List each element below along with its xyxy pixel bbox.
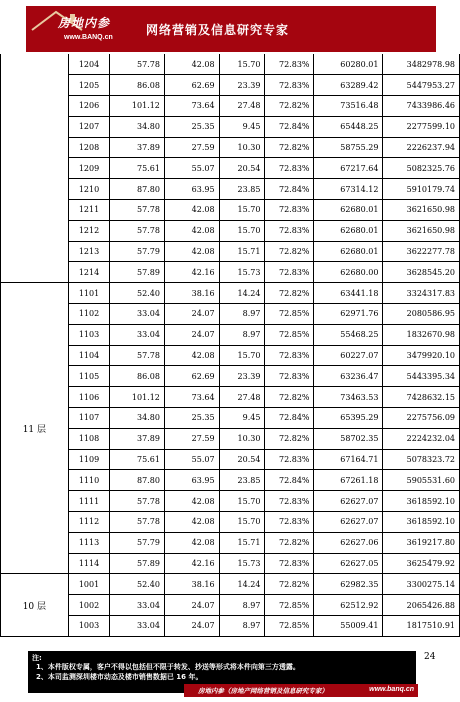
- table-row: [1, 532, 460, 553]
- usage-rate-cell: 72.84%: [265, 470, 313, 491]
- total-price-cell: 5443395.34: [383, 366, 460, 387]
- table-row: [1, 220, 460, 241]
- room-number-cell: 1106: [68, 387, 110, 408]
- area-shared-cell: 14.24: [219, 574, 265, 595]
- unit-price-cell: 73463.53: [313, 387, 383, 408]
- table-row: [1, 324, 460, 345]
- room-number-cell: 1212: [68, 220, 110, 241]
- usage-rate-cell: 72.83%: [265, 200, 313, 221]
- room-number-cell: 1210: [68, 179, 110, 200]
- room-number-cell: 1112: [68, 512, 110, 533]
- area-shared-cell: 9.45: [219, 116, 265, 137]
- total-price-cell: 3300275.14: [383, 574, 460, 595]
- floor-label: [1, 54, 69, 283]
- room-number-cell: 1113: [68, 532, 110, 553]
- usage-rate-cell: 72.82%: [265, 574, 313, 595]
- area-shared-cell: 9.45: [219, 408, 265, 429]
- area-total-cell: 34.80: [110, 408, 165, 429]
- usage-rate-cell: 72.82%: [265, 532, 313, 553]
- table-row: [1, 470, 460, 491]
- area-total-cell: 75.61: [110, 449, 165, 470]
- area-inner-cell: 42.08: [164, 220, 219, 241]
- total-price-cell: 3625479.92: [383, 553, 460, 574]
- area-inner-cell: 42.08: [164, 241, 219, 262]
- total-price-cell: 5910179.74: [383, 179, 460, 200]
- unit-price-cell: 62627.07: [313, 491, 383, 512]
- area-inner-cell: 25.35: [164, 408, 219, 429]
- area-shared-cell: 20.54: [219, 449, 265, 470]
- table-row: [1, 158, 460, 179]
- area-total-cell: 86.08: [110, 366, 165, 387]
- logo-text: 房地内参: [58, 16, 111, 30]
- unit-price-cell: 62627.06: [313, 532, 383, 553]
- unit-price-cell: 73516.48: [313, 96, 383, 117]
- table-row: [1, 428, 460, 449]
- room-number-cell: 1214: [68, 262, 110, 283]
- area-total-cell: 33.04: [110, 595, 165, 616]
- total-price-cell: 2277599.10: [383, 116, 460, 137]
- table-row: [1, 366, 460, 387]
- unit-price-cell: 67217.64: [313, 158, 383, 179]
- area-shared-cell: 27.48: [219, 96, 265, 117]
- total-price-cell: 3622277.78: [383, 241, 460, 262]
- area-shared-cell: 15.71: [219, 532, 265, 553]
- area-shared-cell: 23.85: [219, 470, 265, 491]
- banner-title: 网络营销及信息研究专家: [146, 23, 290, 37]
- usage-rate-cell: 72.83%: [265, 491, 313, 512]
- room-number-cell: 1207: [68, 116, 110, 137]
- area-shared-cell: 23.39: [219, 75, 265, 96]
- page-number: 24: [424, 652, 436, 662]
- area-shared-cell: 15.73: [219, 553, 265, 574]
- table-row: [1, 449, 460, 470]
- table-row: [1, 179, 460, 200]
- usage-rate-cell: 72.83%: [265, 75, 313, 96]
- total-price-cell: 3479920.10: [383, 345, 460, 366]
- total-price-cell: 3621650.98: [383, 200, 460, 221]
- usage-rate-cell: 72.82%: [265, 137, 313, 158]
- unit-price-cell: 65395.29: [313, 408, 383, 429]
- unit-price-cell: 63441.18: [313, 283, 383, 304]
- area-inner-cell: 62.69: [164, 75, 219, 96]
- area-shared-cell: 15.73: [219, 262, 265, 283]
- table-row: [1, 304, 460, 325]
- area-inner-cell: 42.08: [164, 532, 219, 553]
- area-inner-cell: 24.07: [164, 324, 219, 345]
- total-price-cell: 3482978.98: [383, 54, 460, 75]
- table-row: [1, 75, 460, 96]
- usage-rate-cell: 72.85%: [265, 616, 313, 637]
- area-total-cell: 57.89: [110, 262, 165, 283]
- area-shared-cell: 20.54: [219, 158, 265, 179]
- room-number-cell: 1209: [68, 158, 110, 179]
- area-total-cell: 57.78: [110, 512, 165, 533]
- area-shared-cell: 8.97: [219, 616, 265, 637]
- area-shared-cell: 23.39: [219, 366, 265, 387]
- usage-rate-cell: 72.82%: [265, 241, 313, 262]
- table-row: [1, 616, 460, 637]
- header-banner: [26, 6, 436, 52]
- footnote-title: 注:: [32, 654, 42, 662]
- table-row: [1, 574, 460, 595]
- unit-price-cell: 55468.25: [313, 324, 383, 345]
- room-number-cell: 1109: [68, 449, 110, 470]
- total-price-cell: 3618592.10: [383, 491, 460, 512]
- room-number-cell: 1206: [68, 96, 110, 117]
- total-price-cell: 2065426.88: [383, 595, 460, 616]
- unit-price-cell: 63236.47: [313, 366, 383, 387]
- footer-band: [184, 684, 418, 697]
- area-inner-cell: 38.16: [164, 283, 219, 304]
- room-number-cell: 1003: [68, 616, 110, 637]
- unit-price-cell: 62680.01: [313, 241, 383, 262]
- unit-price-cell: 62680.01: [313, 220, 383, 241]
- table-row: [1, 54, 460, 75]
- total-price-cell: 1817510.91: [383, 616, 460, 637]
- area-shared-cell: 14.24: [219, 283, 265, 304]
- area-inner-cell: 73.64: [164, 387, 219, 408]
- total-price-cell: 5078323.72: [383, 449, 460, 470]
- usage-rate-cell: 72.85%: [265, 304, 313, 325]
- area-shared-cell: 15.71: [219, 241, 265, 262]
- usage-rate-cell: 72.83%: [265, 220, 313, 241]
- table-row: [1, 512, 460, 533]
- total-price-cell: 3618592.10: [383, 512, 460, 533]
- unit-price-cell: 63289.42: [313, 75, 383, 96]
- usage-rate-cell: 72.84%: [265, 179, 313, 200]
- room-number-cell: 1108: [68, 428, 110, 449]
- area-shared-cell: 15.70: [219, 220, 265, 241]
- area-inner-cell: 42.16: [164, 262, 219, 283]
- area-total-cell: 33.04: [110, 304, 165, 325]
- area-inner-cell: 42.08: [164, 200, 219, 221]
- table-row: [1, 96, 460, 117]
- logo-url: www.BANQ.cn: [64, 34, 113, 41]
- area-shared-cell: 27.48: [219, 387, 265, 408]
- usage-rate-cell: 72.83%: [265, 54, 313, 75]
- usage-rate-cell: 72.83%: [265, 262, 313, 283]
- total-price-cell: 7428632.15: [383, 387, 460, 408]
- area-total-cell: 57.78: [110, 345, 165, 366]
- room-number-cell: 1205: [68, 75, 110, 96]
- total-price-cell: 1832670.98: [383, 324, 460, 345]
- table-row: [1, 345, 460, 366]
- table-row: [1, 595, 460, 616]
- room-number-cell: 1107: [68, 408, 110, 429]
- floor-label: 10 层: [1, 574, 69, 636]
- usage-rate-cell: 72.83%: [265, 512, 313, 533]
- unit-price-cell: 65448.25: [313, 116, 383, 137]
- unit-price-cell: 60227.07: [313, 345, 383, 366]
- unit-price-cell: 62971.76: [313, 304, 383, 325]
- unit-price-cell: 67261.18: [313, 470, 383, 491]
- footer-url: www.banq.cn: [369, 686, 414, 693]
- room-number-cell: 1103: [68, 324, 110, 345]
- area-inner-cell: 63.95: [164, 179, 219, 200]
- area-inner-cell: 27.59: [164, 137, 219, 158]
- total-price-cell: 5082325.76: [383, 158, 460, 179]
- area-shared-cell: 23.85: [219, 179, 265, 200]
- area-total-cell: 57.78: [110, 200, 165, 221]
- unit-price-cell: 62982.35: [313, 574, 383, 595]
- table-row: [1, 553, 460, 574]
- area-shared-cell: 10.30: [219, 428, 265, 449]
- table-row: [1, 491, 460, 512]
- area-total-cell: 87.80: [110, 179, 165, 200]
- area-total-cell: 101.12: [110, 96, 165, 117]
- unit-price-cell: 62680.01: [313, 200, 383, 221]
- area-inner-cell: 27.59: [164, 428, 219, 449]
- area-total-cell: 33.04: [110, 616, 165, 637]
- total-price-cell: 2224232.04: [383, 428, 460, 449]
- area-inner-cell: 42.08: [164, 345, 219, 366]
- total-price-cell: 5447953.27: [383, 75, 460, 96]
- usage-rate-cell: 72.82%: [265, 428, 313, 449]
- table-row: [1, 200, 460, 221]
- unit-price-cell: 62627.07: [313, 512, 383, 533]
- room-number-cell: 1114: [68, 553, 110, 574]
- room-number-cell: 1002: [68, 595, 110, 616]
- table-row: [1, 387, 460, 408]
- unit-price-cell: 55009.41: [313, 616, 383, 637]
- area-total-cell: 52.40: [110, 283, 165, 304]
- table-row: [1, 116, 460, 137]
- table-row: [1, 283, 460, 304]
- floor-label: 11 层: [1, 283, 69, 574]
- unit-price-cell: 60280.01: [313, 54, 383, 75]
- area-total-cell: 57.78: [110, 220, 165, 241]
- room-number-cell: 1211: [68, 200, 110, 221]
- area-total-cell: 57.78: [110, 54, 165, 75]
- unit-price-cell: 58755.29: [313, 137, 383, 158]
- usage-rate-cell: 72.83%: [265, 449, 313, 470]
- area-total-cell: 34.80: [110, 116, 165, 137]
- usage-rate-cell: 72.84%: [265, 116, 313, 137]
- room-number-cell: 1102: [68, 304, 110, 325]
- table-row: [1, 241, 460, 262]
- usage-rate-cell: 72.83%: [265, 366, 313, 387]
- usage-rate-cell: 72.82%: [265, 96, 313, 117]
- room-number-cell: 1204: [68, 54, 110, 75]
- area-total-cell: 101.12: [110, 387, 165, 408]
- room-number-cell: 1104: [68, 345, 110, 366]
- total-price-cell: 3324317.83: [383, 283, 460, 304]
- total-price-cell: 3621650.98: [383, 220, 460, 241]
- area-inner-cell: 25.35: [164, 116, 219, 137]
- area-inner-cell: 38.16: [164, 574, 219, 595]
- area-inner-cell: 42.16: [164, 553, 219, 574]
- area-total-cell: 57.78: [110, 491, 165, 512]
- area-total-cell: 57.79: [110, 241, 165, 262]
- usage-rate-cell: 72.85%: [265, 324, 313, 345]
- area-total-cell: 33.04: [110, 324, 165, 345]
- area-shared-cell: 15.70: [219, 54, 265, 75]
- total-price-cell: 3628545.20: [383, 262, 460, 283]
- area-inner-cell: 55.07: [164, 449, 219, 470]
- area-total-cell: 37.89: [110, 137, 165, 158]
- area-inner-cell: 63.95: [164, 470, 219, 491]
- room-number-cell: 1208: [68, 137, 110, 158]
- room-number-cell: 1105: [68, 366, 110, 387]
- area-shared-cell: 15.70: [219, 345, 265, 366]
- unit-price-cell: 67314.12: [313, 179, 383, 200]
- area-total-cell: 57.89: [110, 553, 165, 574]
- area-total-cell: 87.80: [110, 470, 165, 491]
- footer-text: 房地内参（房地产网络营销及信息研究专家）: [198, 687, 328, 695]
- area-shared-cell: 15.70: [219, 491, 265, 512]
- unit-price-cell: 62680.00: [313, 262, 383, 283]
- table-row: [1, 408, 460, 429]
- usage-rate-cell: 72.82%: [265, 387, 313, 408]
- area-inner-cell: 24.07: [164, 616, 219, 637]
- area-inner-cell: 73.64: [164, 96, 219, 117]
- room-number-cell: 1101: [68, 283, 110, 304]
- total-price-cell: 2275756.09: [383, 408, 460, 429]
- total-price-cell: 5905531.60: [383, 470, 460, 491]
- area-shared-cell: 8.97: [219, 304, 265, 325]
- usage-rate-cell: 72.85%: [265, 595, 313, 616]
- area-inner-cell: 24.07: [164, 595, 219, 616]
- total-price-cell: 7433986.46: [383, 96, 460, 117]
- unit-price-cell: 58702.35: [313, 428, 383, 449]
- area-inner-cell: 24.07: [164, 304, 219, 325]
- room-number-cell: 1001: [68, 574, 110, 595]
- usage-rate-cell: 72.82%: [265, 283, 313, 304]
- area-inner-cell: 62.69: [164, 366, 219, 387]
- area-total-cell: 37.89: [110, 428, 165, 449]
- unit-price-table: [0, 54, 460, 637]
- unit-price-cell: 67164.71: [313, 449, 383, 470]
- usage-rate-cell: 72.83%: [265, 158, 313, 179]
- unit-price-cell: 62512.92: [313, 595, 383, 616]
- room-number-cell: 1110: [68, 470, 110, 491]
- table-row: [1, 137, 460, 158]
- area-inner-cell: 55.07: [164, 158, 219, 179]
- unit-price-cell: 62627.05: [313, 553, 383, 574]
- usage-rate-cell: 72.83%: [265, 553, 313, 574]
- area-total-cell: 52.40: [110, 574, 165, 595]
- footnote-line-2: 2、本司监测深圳楼市动态及楼市销售数据已 16 年。: [36, 673, 203, 681]
- usage-rate-cell: 72.84%: [265, 408, 313, 429]
- usage-rate-cell: 72.83%: [265, 345, 313, 366]
- room-number-cell: 1213: [68, 241, 110, 262]
- total-price-cell: 3619217.80: [383, 532, 460, 553]
- area-total-cell: 57.79: [110, 532, 165, 553]
- area-inner-cell: 42.08: [164, 54, 219, 75]
- table-row: [1, 262, 460, 283]
- total-price-cell: 2080586.95: [383, 304, 460, 325]
- room-number-cell: 1111: [68, 491, 110, 512]
- area-shared-cell: 10.30: [219, 137, 265, 158]
- total-price-cell: 2226237.94: [383, 137, 460, 158]
- area-shared-cell: 15.70: [219, 200, 265, 221]
- area-inner-cell: 42.08: [164, 512, 219, 533]
- area-shared-cell: 15.70: [219, 512, 265, 533]
- area-inner-cell: 42.08: [164, 491, 219, 512]
- area-shared-cell: 8.97: [219, 595, 265, 616]
- area-shared-cell: 8.97: [219, 324, 265, 345]
- footnote-line-1: 1、本件版权专属，客户不得以包括但不限于转发、抄送等形式将本件向第三方透露。: [36, 663, 300, 671]
- area-total-cell: 75.61: [110, 158, 165, 179]
- area-total-cell: 86.08: [110, 75, 165, 96]
